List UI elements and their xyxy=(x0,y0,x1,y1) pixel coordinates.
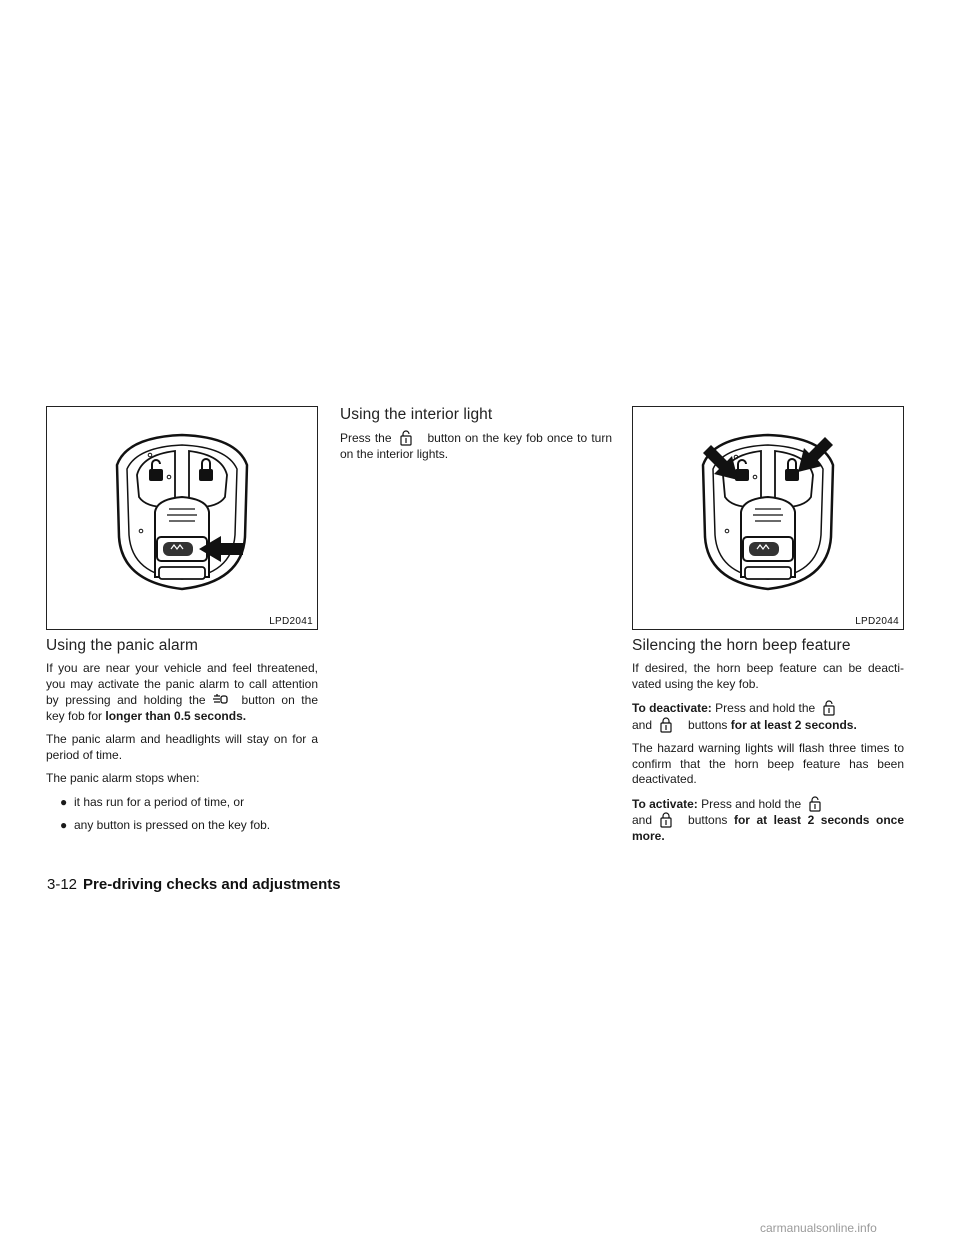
paragraph: If you are near your vehicle and feel threatened, you may activate the panic alarm to call attention by pressing and holding the button on the key fob for longer than 0.5 seconds. xyxy=(46,661,318,723)
interior-light-section xyxy=(340,406,612,470)
paragraph: To activate: Press and hold the and buttons for at least 2 seconds once more. xyxy=(632,796,904,843)
unlock-button-icon xyxy=(821,700,837,716)
list-item: ● it has run for a period of time, or xyxy=(60,794,245,809)
lock-button-icon xyxy=(658,812,674,828)
section-heading: Using the interior light xyxy=(340,406,493,423)
horn-beep-section xyxy=(632,637,904,852)
interior-light-button-icon xyxy=(398,430,414,446)
paragraph: The panic alarm stops when: xyxy=(46,771,200,785)
page-footer xyxy=(47,876,341,893)
list-item: ● any button is pressed on the key fob. xyxy=(60,818,271,832)
figure-code: LPD2044 xyxy=(855,616,899,627)
bullet-list xyxy=(46,795,318,834)
watermark: carmanualsonline.info xyxy=(760,1221,877,1235)
paragraph: If desired, the horn beep feature can be deacti-vated using the key fob. xyxy=(632,661,904,691)
paragraph: To deactivate: Press and hold the and buttons for at least 2 seconds. xyxy=(632,701,857,732)
figure-code: LPD2041 xyxy=(269,616,313,627)
panic-button-icon xyxy=(212,692,228,708)
figure-key-fob-horn xyxy=(632,406,904,630)
key-fob-panic-illustration xyxy=(47,407,317,612)
paragraph: The panic alarm and headlights will stay on for a period of time. xyxy=(46,732,318,762)
section-heading: Using the panic alarm xyxy=(46,637,199,654)
paragraph: The hazard warning lights will flash three times to confirm that the horn beep feature has been deactivated. xyxy=(632,741,904,786)
section-title: Pre-driving checks and adjustments xyxy=(83,876,341,893)
paragraph: Press the button on the key fob once to turn on the interior lights. xyxy=(340,431,612,461)
lock-button-icon xyxy=(658,717,674,733)
section-heading: Silencing the horn beep feature xyxy=(632,637,851,654)
unlock-button-icon xyxy=(807,796,823,812)
page-number: 3-12 xyxy=(47,876,78,893)
key-fob-horn-illustration xyxy=(633,407,903,612)
figure-key-fob-panic xyxy=(46,406,318,630)
panic-alarm-section xyxy=(46,637,318,842)
